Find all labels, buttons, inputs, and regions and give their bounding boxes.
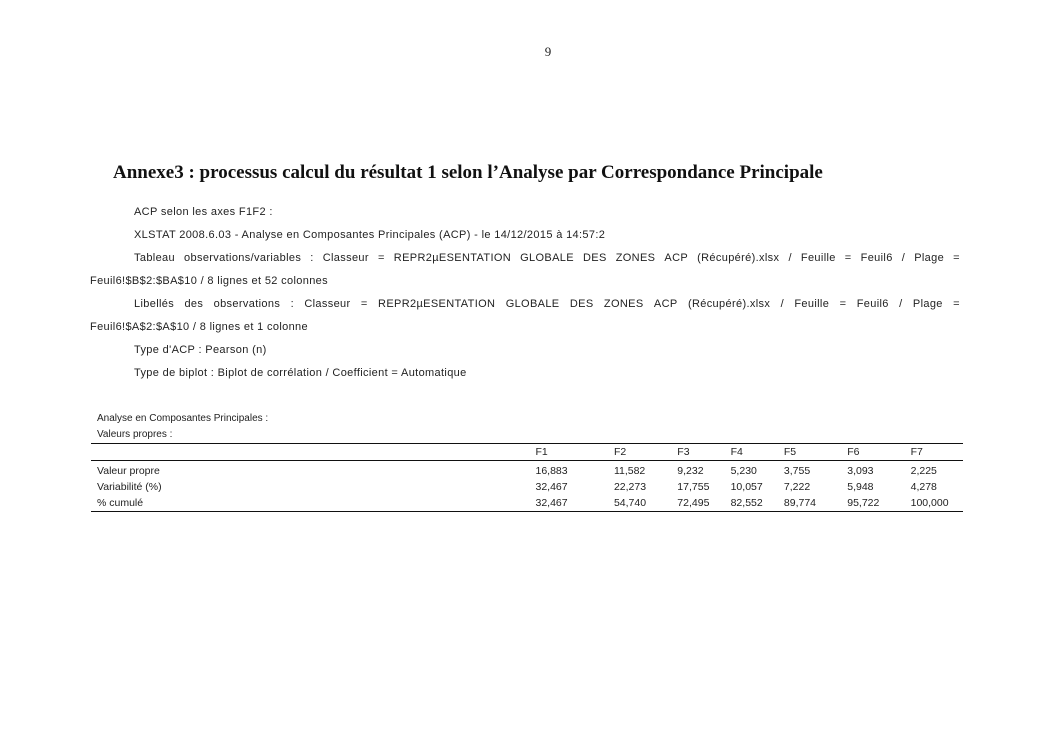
table-cell: 82,552 — [730, 497, 763, 509]
header-f2: F2 — [613, 446, 627, 458]
table-cell: 72,495 — [677, 497, 710, 509]
word: = — [839, 298, 847, 310]
word: = — [360, 298, 368, 310]
table-cell: 5,948 — [847, 481, 874, 493]
table-cell: 22,273 — [613, 481, 647, 493]
table-caption-pca: Analyse en Composantes Principales : — [97, 413, 269, 424]
header-f3: F3 — [677, 446, 690, 458]
table-cell: 16,883 — [535, 465, 568, 477]
word: Libellés — [134, 298, 175, 310]
xlstat-line: XLSTAT 2008.6.03 - Analyse en Composantes Principales (ACP) - le 14/12/2015 à 14:57:2 — [134, 229, 606, 241]
table-row — [91, 479, 963, 495]
word: Feuille — [800, 252, 836, 264]
word: / — [899, 298, 903, 310]
table-row — [91, 495, 963, 512]
word: = — [844, 252, 852, 264]
table-cell: 5,230 — [730, 465, 757, 477]
table-row — [91, 461, 963, 480]
type-biplot-line: Type de biplot : Biplot de corrélation / Coefficient = Automatique — [134, 367, 467, 379]
word: (Récupéré).xlsx — [687, 298, 771, 310]
header-f6: F6 — [847, 446, 860, 458]
table-cell: 4,278 — [910, 481, 937, 493]
word: observations/variables — [184, 252, 302, 264]
word: Plage — [914, 252, 945, 264]
annex-heading: Annexe3 : processus calcul du résultat 1 selon l’Analyse par Correspondance Principale — [113, 162, 823, 183]
word: = — [953, 252, 960, 264]
tableau-line — [134, 252, 960, 264]
word: DES — [569, 298, 594, 310]
word: REPR2µESENTATION — [393, 252, 512, 264]
table-cell: 32,467 — [535, 481, 568, 493]
word: ZONES — [615, 252, 656, 264]
table-cell: 7,222 — [783, 481, 811, 493]
eigenvalues-table — [91, 443, 963, 512]
header-f1: F1 — [535, 446, 548, 458]
table-cell: 3,093 — [847, 465, 874, 477]
header-f4: F4 — [730, 446, 743, 458]
row-label: % cumulé — [97, 497, 144, 509]
tableau-line-cont: Feuil6!$B$2:$BA$10 / 8 lignes et 52 colonnes — [90, 275, 328, 287]
word: Feuille — [794, 298, 830, 310]
word: GLOBALE — [505, 298, 560, 310]
table-cell: 89,774 — [783, 497, 817, 509]
type-acp-line: Type d'ACP : Pearson (n) — [134, 344, 267, 356]
word: Tableau — [134, 252, 175, 264]
word: Plage — [912, 298, 943, 310]
word: Classeur — [322, 252, 369, 264]
word: observations — [213, 298, 281, 310]
word: / — [901, 252, 906, 264]
page-number: 9 — [544, 44, 552, 59]
word: / — [788, 252, 792, 264]
table-cell: 17,755 — [677, 481, 710, 493]
table-cell: 2,225 — [910, 465, 937, 477]
table-cell: 10,057 — [730, 481, 763, 493]
word: / — [780, 298, 784, 310]
word: Feuil6 — [856, 298, 889, 310]
row-label: Variabilité (%) — [97, 481, 162, 493]
table-cell: 9,232 — [677, 465, 704, 477]
row-label: Valeur propre — [97, 465, 160, 477]
table-cell: 3,755 — [783, 465, 811, 477]
word: (Récupéré).xlsx — [697, 252, 780, 264]
word: : — [310, 252, 314, 264]
word: Classeur — [304, 298, 351, 310]
word: : — [290, 298, 294, 310]
word: REPR2µESENTATION — [378, 298, 496, 310]
libelles-line — [134, 298, 960, 310]
word: ACP — [653, 298, 678, 310]
word: = — [377, 252, 385, 264]
word: ACP — [664, 252, 689, 264]
header-empty — [91, 444, 530, 461]
table-header-row — [91, 444, 963, 461]
header-f5: F5 — [783, 446, 797, 458]
libelles-line-cont: Feuil6!$A$2:$A$10 / 8 lignes et 1 colonne — [90, 321, 308, 333]
word: DES — [582, 252, 607, 264]
word: ZONES — [603, 298, 644, 310]
table-cell: 100,000 — [910, 497, 949, 509]
header-f7: F7 — [910, 446, 923, 458]
word: GLOBALE — [520, 252, 574, 264]
table-cell: 32,467 — [535, 497, 568, 509]
table-cell: 95,722 — [847, 497, 880, 509]
word: = — [953, 298, 960, 310]
table-caption-eigenvalues: Valeurs propres : — [97, 429, 173, 440]
word: des — [184, 298, 204, 310]
acp-axes-line: ACP selon les axes F1F2 : — [134, 206, 273, 218]
table-cell: 11,582 — [613, 465, 646, 477]
word: Feuil6 — [860, 252, 893, 264]
table-cell: 54,740 — [613, 497, 647, 509]
